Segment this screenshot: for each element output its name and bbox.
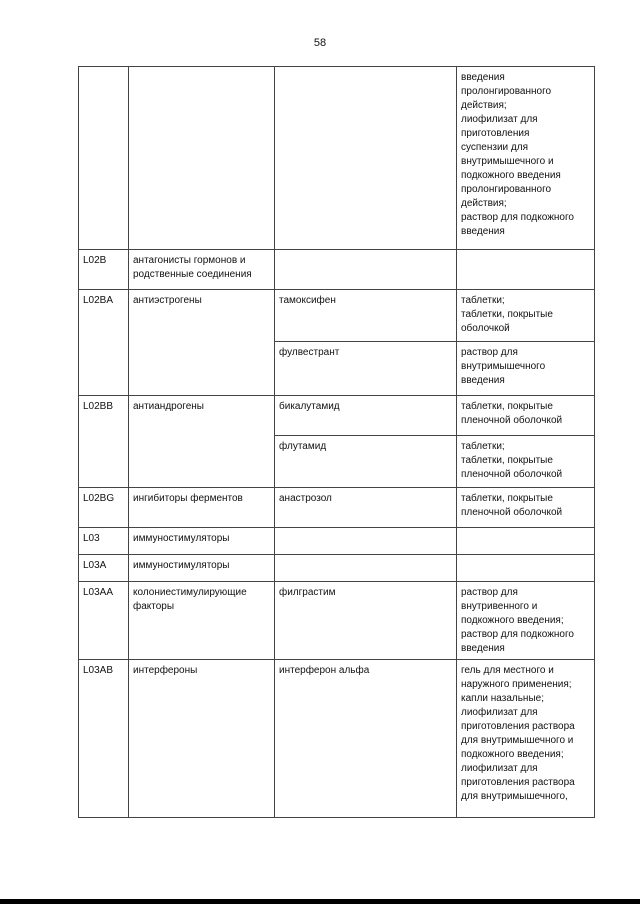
dosage-form-cell xyxy=(457,660,595,818)
drug-name-cell xyxy=(275,67,457,250)
dosage-form-line: приготовления xyxy=(461,128,530,139)
table-row xyxy=(79,250,595,290)
drug-name-cell xyxy=(275,555,457,582)
dosage-form-line: раствор для подкожного xyxy=(461,212,574,223)
dosage-form-line: таблетки, покрытые xyxy=(461,455,553,466)
dosage-form-line: раствор для xyxy=(461,347,518,358)
dosage-form-line: подкожного введения; xyxy=(461,749,564,760)
table-row xyxy=(79,67,595,250)
dosage-form-line: пролонгированного xyxy=(461,86,552,97)
table-row xyxy=(79,660,595,818)
drug-table xyxy=(78,66,595,818)
atc-code-cell: L02BA xyxy=(79,290,129,396)
drug-name-cell: фулвестрант xyxy=(275,342,457,396)
atc-code-cell: L03 xyxy=(79,528,129,555)
table-row xyxy=(79,396,595,436)
dosage-form-line: введения xyxy=(461,226,505,237)
group-name-cell xyxy=(129,67,275,250)
drug-name-cell: интерферон альфа xyxy=(275,660,457,818)
dosage-form-cell xyxy=(457,555,595,582)
table-row xyxy=(79,488,595,528)
dosage-form-line: таблетки; xyxy=(461,295,505,306)
dosage-form-line: введения xyxy=(461,72,505,83)
atc-code-cell: L02B xyxy=(79,250,129,290)
drug-name-cell xyxy=(275,250,457,290)
dosage-form-line: пленочной оболочкой xyxy=(461,507,563,518)
dosage-form-line: наружного применения; xyxy=(461,679,572,690)
drug-name-cell: бикалутамид xyxy=(275,396,457,436)
table-row xyxy=(79,528,595,555)
dosage-form-line: действия; xyxy=(461,100,507,111)
dosage-form-line: подкожного введения xyxy=(461,170,561,181)
dosage-form-line: пролонгированного xyxy=(461,184,552,195)
atc-code-cell: L02BB xyxy=(79,396,129,488)
bottom-border-bar xyxy=(0,899,640,904)
dosage-form-cell xyxy=(457,290,595,342)
group-name-cell: антиэстрогены xyxy=(129,290,275,396)
dosage-form-line: внутримышечного и xyxy=(461,156,554,167)
dosage-form-line: лиофилизат для xyxy=(461,707,538,718)
group-name-cell: иммуностимуляторы xyxy=(129,555,275,582)
dosage-form-line: лиофилизат для xyxy=(461,763,538,774)
table-row xyxy=(79,582,595,660)
page-number: 58 xyxy=(313,37,327,49)
dosage-form-line: таблетки, покрытые xyxy=(461,493,553,504)
dosage-form-line: раствор для xyxy=(461,587,518,598)
table-row xyxy=(79,290,595,342)
dosage-form-line: лиофилизат для xyxy=(461,114,538,125)
group-name-cell: антиандрогены xyxy=(129,396,275,488)
dosage-form-line: внутримышечного xyxy=(461,361,546,372)
dosage-form-cell xyxy=(457,250,595,290)
dosage-form-cell xyxy=(457,582,595,660)
dosage-form-line: для внутримышечного и xyxy=(461,735,574,746)
dosage-form-line: таблетки, покрытые xyxy=(461,401,553,412)
dosage-form-line: внутривенного и xyxy=(461,601,538,612)
dosage-form-cell xyxy=(457,528,595,555)
dosage-form-cell xyxy=(457,342,595,396)
dosage-form-cell xyxy=(457,396,595,436)
dosage-form-line: гель для местного и xyxy=(461,665,554,676)
group-name-cell: колониестимулирующие факторы xyxy=(129,582,275,660)
dosage-form-cell xyxy=(457,67,595,250)
dosage-form-line: пленочной оболочкой xyxy=(461,469,563,480)
dosage-form-cell xyxy=(457,436,595,488)
table-row xyxy=(79,555,595,582)
drug-name-cell: флутамид xyxy=(275,436,457,488)
dosage-form-line: оболочкой xyxy=(461,323,510,334)
dosage-form-line: суспензии для xyxy=(461,142,529,153)
dosage-form-line: приготовления раствора xyxy=(461,777,575,788)
group-name-cell: интерфероны xyxy=(129,660,275,818)
dosage-form-line: капли назальные; xyxy=(461,693,544,704)
atc-code-cell: L03A xyxy=(79,555,129,582)
dosage-form-line: подкожного введения; xyxy=(461,615,564,626)
dosage-form-line: введения xyxy=(461,375,505,386)
dosage-form-line: действия; xyxy=(461,198,507,209)
dosage-form-line: приготовления раствора xyxy=(461,721,575,732)
dosage-form-line: таблетки; xyxy=(461,441,505,452)
dosage-form-line: пленочной оболочкой xyxy=(461,415,563,426)
group-name-cell: антагонисты гормонов и родственные соединения xyxy=(129,250,275,290)
dosage-form-line: таблетки, покрытые xyxy=(461,309,553,320)
drug-name-cell: филграстим xyxy=(275,582,457,660)
atc-code-cell: L03AB xyxy=(79,660,129,818)
dosage-form-line: для внутримышечного, xyxy=(461,791,568,802)
atc-code-cell xyxy=(79,67,129,250)
group-name-cell: иммуностимуляторы xyxy=(129,528,275,555)
atc-code-cell: L02BG xyxy=(79,488,129,528)
group-name-cell: ингибиторы ферментов xyxy=(129,488,275,528)
atc-code-cell: L03AA xyxy=(79,582,129,660)
drug-name-cell xyxy=(275,528,457,555)
dosage-form-line: введения xyxy=(461,643,505,654)
drug-name-cell: анастрозол xyxy=(275,488,457,528)
dosage-form-line: раствор для подкожного xyxy=(461,629,574,640)
drug-name-cell: тамоксифен xyxy=(275,290,457,342)
dosage-form-cell xyxy=(457,488,595,528)
